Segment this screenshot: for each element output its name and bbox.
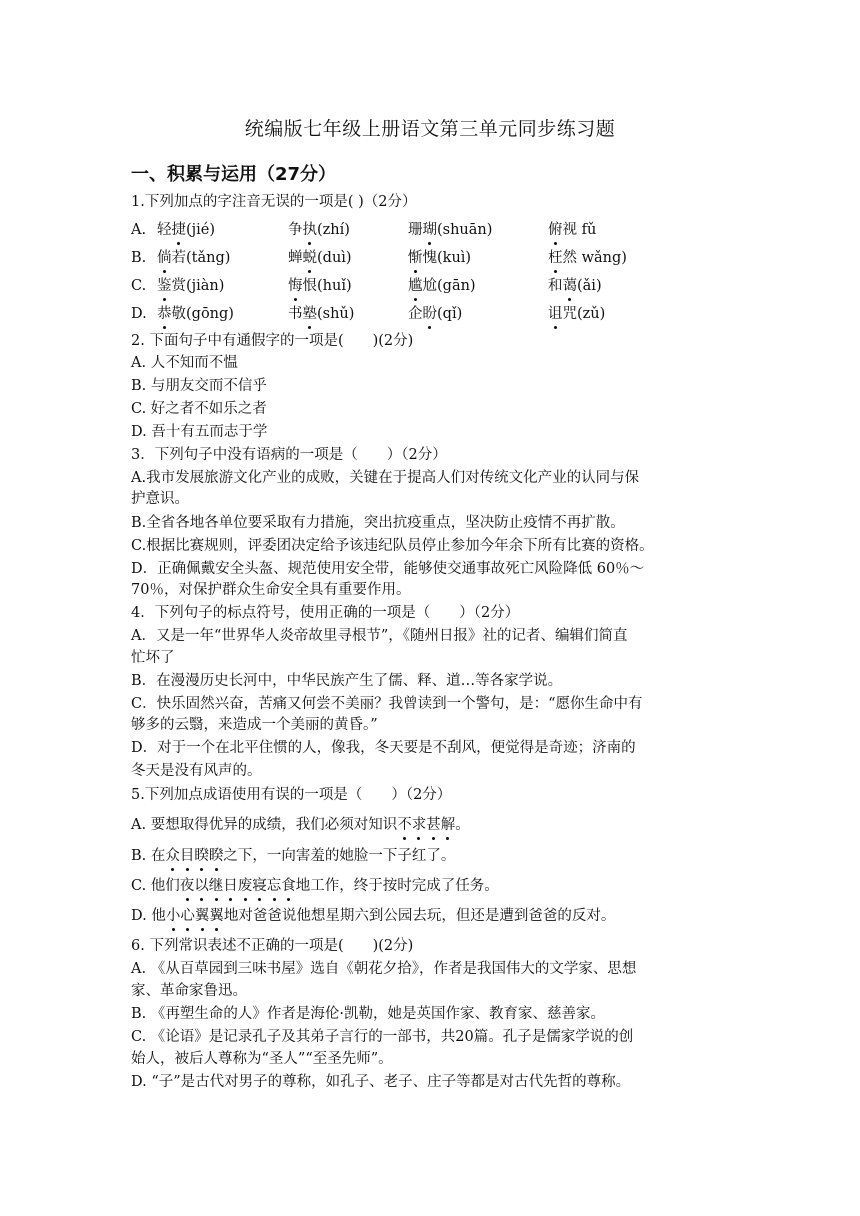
q1-option-label: A. [131,222,147,238]
q3-line: 护意识。 [131,491,189,507]
word-part: (ǎi) [577,278,602,294]
dotted-char: 蜕 [302,250,317,266]
section-heading: 一、积累与运用（27分） [131,164,337,185]
q6-stem: 6. 下列常识表述不正确的一项是( )(2分) [131,938,414,954]
q1-word [408,276,476,296]
q6-line: C. 《论语》是记录孔子及其弟子言行的一部书，共20篇。孔子是儒家学说的创 [131,1029,634,1045]
word-part: 争 [288,222,303,238]
q2-option-b: B. 与朋友交而不信乎 [131,378,267,394]
q4-stem: 4．下列句子的标点符号，使用正确的一项是（ ）（2分） [131,605,520,621]
word-part: 赏(jiàn) [171,278,225,294]
dotted-char: 心 [180,908,195,924]
q2-option-c: C. 好之者不如乐之者 [131,401,267,417]
q5-c-idiom [180,878,296,894]
dotted-char: 塾 [302,306,317,322]
word-part: (qǐ) [437,306,463,322]
dotted-char: 求 [411,817,427,833]
q3-line: 70％，对保护群众生命安全具有重要作用。 [131,582,411,598]
q1-word [157,304,234,324]
q5-d-text: D. 他 [131,908,166,924]
dotted-char: 枉 [548,250,563,266]
q2-option-d: D. 吾十有五而志于学 [131,424,268,440]
q5-a-end: 。 [455,817,470,833]
q3-stem: 3．下列句子中没有语病的一项是（ ）（2分） [131,447,447,463]
dotted-char: 捷 [171,222,186,238]
q5-b-end: 之下，一向害羞的她脸一下子红了。 [223,848,456,864]
q1-word [548,276,602,296]
dotted-char: 继 [208,878,224,894]
q5-b-idiom [165,848,223,864]
dotted-char: 食 [281,878,296,894]
word-part: 尬(gān) [422,278,476,294]
dotted-char: 睽 [208,848,224,864]
q4-line: D．对于一个在北平住惯的人，像我，冬天要是不刮风，便觉得是奇迹；济南的 [131,740,636,756]
q5-stem: 5.下列加点成语使用有误的一项是（ ）（2分） [131,787,452,803]
dotted-char: 惭 [408,250,423,266]
word-part: 轻 [157,222,172,238]
q4-line: B．在漫漫历史长河中，中华民族产生了儒、释、道…等各家学说。 [131,673,563,689]
q5-option-d [131,906,615,926]
q5-c-end: 地工作，终于按时完成了任务。 [295,878,499,894]
q4-line: 冬天是没有风声的。 [131,763,262,779]
dotted-char: 不 [397,817,412,833]
word-part: 若(tǎng) [171,250,231,266]
q1-word [157,220,215,240]
q5-option-a [131,815,470,835]
q5-a-idiom [397,817,455,833]
dotted-char: 鉴 [157,278,172,294]
q5-d-end: 地对爸爸说他想星期六到公园去玩，但还是遭到爸爸的反对。 [223,908,616,924]
q6-line: 始人，被后人尊称为“圣人”“至圣先师”。 [131,1051,393,1067]
q1-word [288,220,350,240]
q2-option-a: A. 人不知而不愠 [131,355,238,371]
q3-line: A.我市发展旅游文化产业的成败，关键在于提高人们对传统文化产业的认同与保 [131,470,640,486]
word-part: 和 [548,278,563,294]
dotted-char: 睽 [194,848,209,864]
q5-c-text: C. 他们 [131,878,180,894]
word-part: (shǔ) [317,306,355,322]
word-part: 敬(gōng) [171,306,234,322]
q1-option-label: C. [131,278,147,294]
word-part: (shuān) [437,222,493,238]
dotted-char: 废 [237,878,253,894]
q3-line: C.根据比赛规则，评委团决定给予该违纪队员停止参加今年余下所有比赛的资格。 [131,538,654,554]
q1-word [548,248,627,268]
dotted-char: 恭 [157,306,172,322]
page-title: 统编版七年级上册语文第三单元同步练习题 [244,118,616,140]
dotted-char: 日 [223,878,238,894]
q1-word [157,276,224,296]
q1-word [408,220,492,240]
q2-stem: 2. 下面句子中有通假字的一项是( )(2分) [131,333,414,349]
dotted-char: 尴 [408,278,423,294]
dotted-char: 俯 [548,222,563,238]
dotted-char: 诅 [548,306,563,322]
word-part: 然 wǎng) [562,250,627,266]
word-part: 书 [288,306,303,322]
q1-word [288,276,352,296]
q3-line: B.全省各地各单位要采取有力措施，突出抗疫重点，坚决防止疫情不再扩散。 [131,515,625,531]
word-part: 企 [408,306,423,322]
q6-line: B. 《再塑生命的人》作者是海伦·凯勒，她是英国作家、教育家、慈善家。 [131,1006,605,1022]
q1-stem: 1.下列加点的字注音无误的一项是( )（2分） [131,194,417,210]
q5-b-text: B. 在 [131,848,166,864]
dotted-char: 瑚 [422,222,437,238]
dotted-char: 夜 [179,878,195,894]
word-part: 珊 [408,222,423,238]
q1-option-label: B. [131,250,147,266]
q4-line: A．又是一年“世界华人炎帝故里寻根节”，《随州日报》社的记者、编辑们简直 [131,628,628,644]
dotted-char: 寝 [252,878,267,894]
dotted-char: 忘 [266,878,282,894]
dotted-char: 蔼 [562,278,577,294]
dotted-char: 执 [302,222,317,238]
dotted-char: 以 [194,878,209,894]
word-part: 愧(kuì) [422,250,472,266]
dotted-char: 甚 [426,817,441,833]
q1-word [157,248,230,268]
q1-word [288,304,354,324]
q3-line: D．正确佩戴安全头盔、规范使用安全带，能够使交通事故死亡风险降低 60％～ [131,561,645,577]
q1-word [408,304,462,324]
q5-a-text: A. 要想取得优异的成绩，我们必须对知识 [131,817,398,833]
q1-word [548,220,596,240]
q4-line: 忙坏了 [131,650,175,666]
q1-word [548,304,605,324]
q5-option-c [131,876,499,896]
dotted-char: 解 [440,817,456,833]
dotted-char: 众 [165,848,180,864]
dotted-char: 小 [165,908,181,924]
q1-option-label: D. [131,306,147,322]
q4-line: 够多的云翳，来造成一个美丽的黄昏。” [131,717,378,733]
dotted-char: 悔 [288,278,303,294]
word-part: 恨(huǐ) [302,278,352,294]
q6-line: A. 《从百草园到三味书屋》选自《朝花夕拾》，作者是我国伟大的文学家、思想 [131,961,637,977]
q1-word [408,248,471,268]
q1-word [288,248,352,268]
word-part: (zhí) [317,222,350,238]
dotted-char: 翼 [194,908,210,924]
q5-d-idiom [166,908,224,924]
q5-option-b [131,846,455,866]
word-part: (jié) [186,222,216,238]
dotted-char: 目 [179,848,195,864]
dotted-char: 盼 [422,306,437,322]
word-part: 咒(zǔ) [562,306,606,322]
q6-line: D. “子”是古代对男子的尊称，如孔子、老子、庄子等都是对古代先哲的尊称。 [131,1074,631,1090]
word-part: 蝉 [288,250,303,266]
dotted-char: 翼 [209,908,224,924]
q4-line: C．快乐固然兴奋，苦痛又何尝不美丽？我曾读到一个警句，是：“愿你生命中有 [131,696,643,712]
q6-line: 家、革命家鲁迅。 [131,983,247,999]
word-part: 视 fǔ [562,222,597,238]
dotted-char: 倘 [157,250,172,266]
word-part: (duì) [317,250,352,266]
